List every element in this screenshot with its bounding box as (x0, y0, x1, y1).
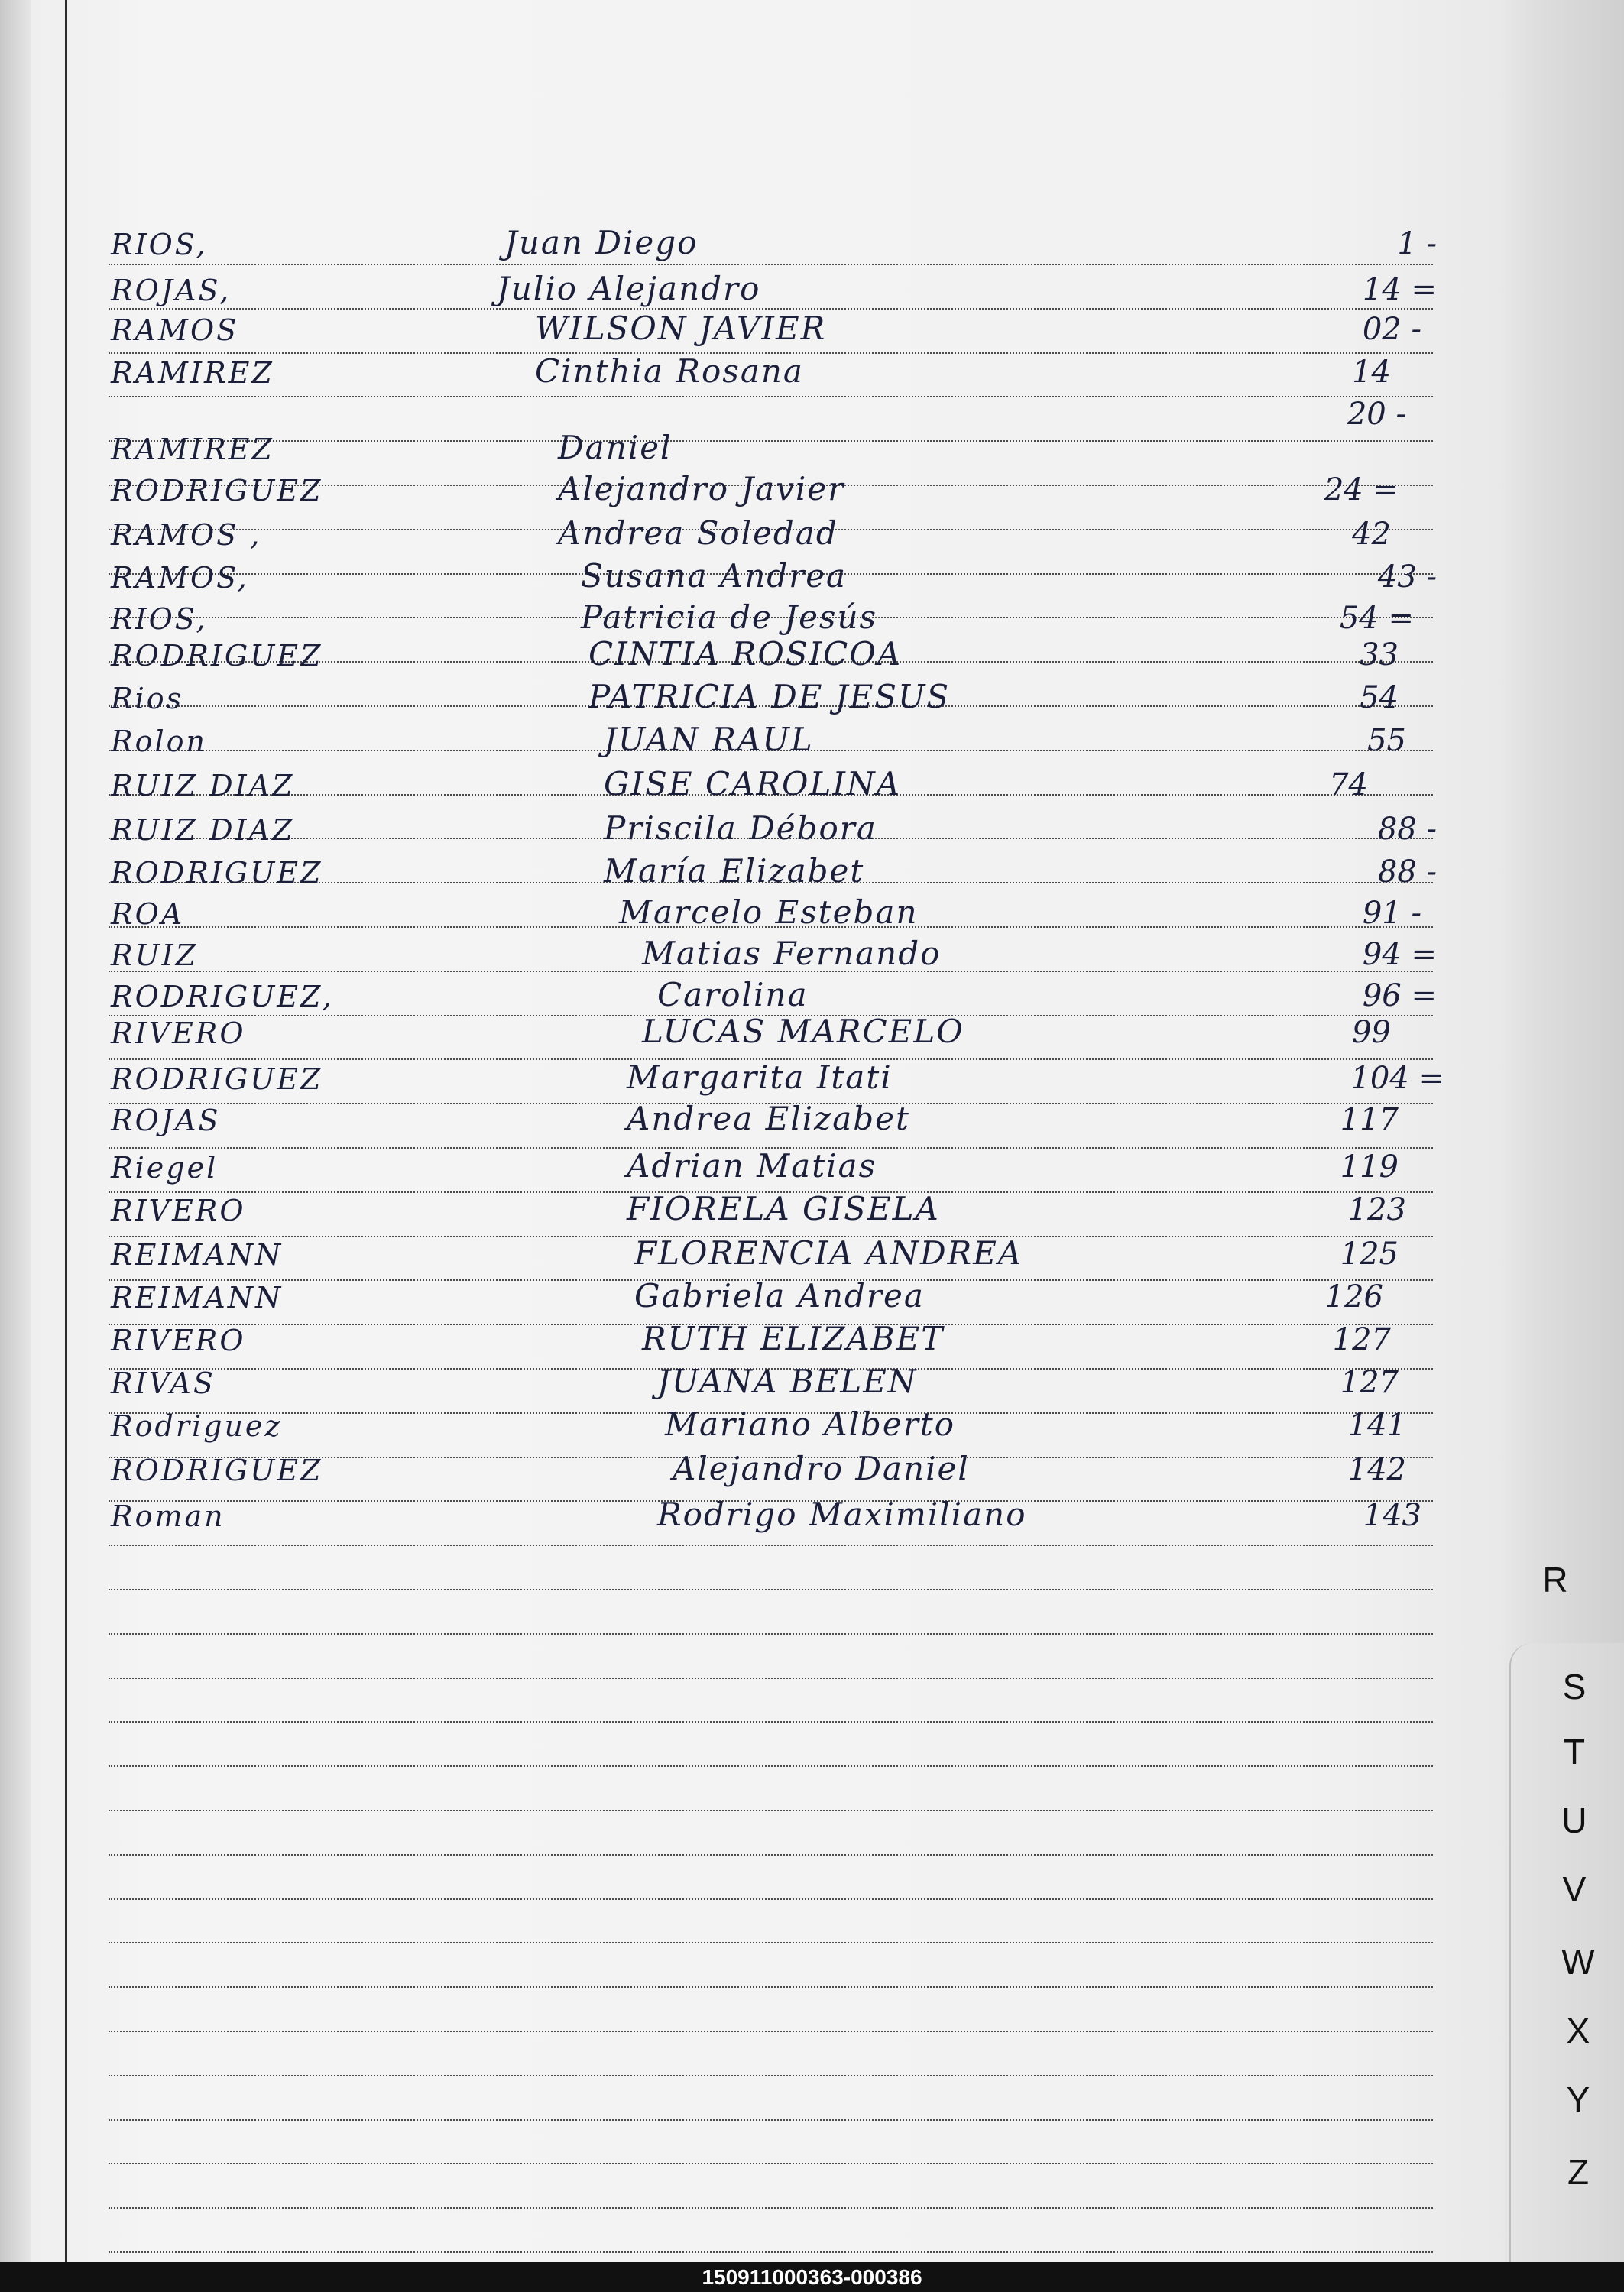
entry-number: 91 - (1362, 896, 1421, 931)
entry-surname: RAMIREZ (111, 356, 274, 390)
entry-surname: RIOS, (111, 602, 208, 636)
entry-number: 43 - (1377, 559, 1437, 595)
document-id-footer: 150911000363-000386 (0, 2262, 1624, 2292)
ledger-entry (0, 556, 1452, 595)
entry-given-name: Cinthia Rosana (535, 352, 804, 390)
entry-surname: RAMIREZ (111, 433, 274, 466)
entry-surname: RODRIGUEZ, (111, 980, 334, 1013)
entry-surname: Rodriguez (111, 1409, 283, 1443)
ledger-entry (0, 352, 1452, 390)
entry-surname: RAMOS (111, 313, 239, 347)
entry-surname: RIVERO (111, 1016, 246, 1050)
entry-number: 143 (1363, 1498, 1421, 1533)
ledger-entry (0, 851, 1452, 890)
ledger-entry (0, 469, 1452, 507)
entry-given-name: Rodrigo Maximiliano (657, 1496, 1027, 1533)
entry-surname: ROA (111, 897, 185, 931)
entry-number: 24 = (1324, 472, 1399, 507)
ledger-entry (0, 1276, 1452, 1315)
ledger-entry (0, 893, 1452, 931)
entry-surname: RODRIGUEZ (111, 856, 323, 890)
entry-given-name: Margarita Itati (627, 1058, 893, 1096)
ruled-line (109, 2031, 1433, 2032)
entry-given-name: FLORENCIA ANDREA (634, 1234, 1023, 1272)
index-letter-u[interactable]: U (1561, 1801, 1587, 1840)
ledger-entry (0, 1495, 1452, 1533)
ruled-line (109, 1986, 1433, 1988)
ruled-line (109, 1721, 1433, 1723)
entry-given-name: Adrian Matias (627, 1147, 877, 1185)
entry-surname: RODRIGUEZ (111, 1062, 323, 1096)
entry-number: 1 - (1397, 226, 1437, 261)
ledger-entry (0, 1058, 1452, 1096)
entry-given-name: Susana Andrea (581, 557, 848, 595)
ruled-line (109, 1678, 1433, 1679)
entry-number: 33 (1360, 637, 1399, 673)
entry-given-name: Mariano Alberto (665, 1405, 956, 1443)
entry-number: 88 - (1377, 854, 1437, 890)
index-letter-y[interactable]: Y (1566, 2080, 1590, 2119)
entry-surname: RIVERO (111, 1324, 246, 1357)
entry-given-name: María Elizabet (604, 852, 865, 890)
entry-given-name: JUANA BELEN (657, 1363, 918, 1400)
entry-given-name: Marcelo Esteban (619, 893, 919, 931)
ledger-entry (0, 720, 1452, 758)
index-letter-t[interactable]: T (1563, 1732, 1586, 1772)
ledger-entry (0, 1099, 1452, 1137)
index-letter-w[interactable]: W (1561, 1942, 1595, 1982)
ledger-entry (0, 1146, 1452, 1185)
entry-surname: RODRIGUEZ (111, 474, 323, 507)
entry-given-name: Alejandro Daniel (673, 1450, 970, 1487)
entry-number: 125 (1340, 1237, 1399, 1272)
entry-number: 55 (1367, 723, 1406, 758)
entry-given-name: Andrea Soledad (558, 514, 838, 552)
entry-surname: REIMANN (111, 1238, 284, 1272)
entry-number: 99 (1352, 1015, 1391, 1050)
ledger-entry (0, 1189, 1452, 1227)
ledger-entry (0, 269, 1452, 307)
ledger-entry (0, 309, 1452, 347)
ledger-entry (0, 1234, 1452, 1272)
entry-surname: Rios (111, 682, 184, 715)
ledger-entry (0, 764, 1452, 802)
ruled-line (109, 1942, 1433, 1943)
entry-surname: RUIZ (111, 939, 199, 972)
entry-given-name: Matias Fernando (642, 935, 942, 972)
entry-surname: RUIZ DIAZ (111, 769, 295, 802)
entry-given-name: Patricia de Jesús (581, 598, 878, 636)
entry-given-name: CINTIA ROSICOA (588, 635, 903, 673)
entry-number: 117 (1340, 1102, 1399, 1137)
index-letter-v[interactable]: V (1562, 1869, 1587, 1909)
ledger-entry (0, 809, 1452, 847)
ruled-line (109, 2119, 1433, 2121)
entry-number: 142 (1347, 1452, 1406, 1487)
ruled-line (109, 2251, 1433, 2253)
ruled-line (109, 2163, 1433, 2164)
entry-number: 14 = (1362, 272, 1437, 307)
entry-number: 02 - (1362, 312, 1421, 347)
entry-given-name: Andrea Elizabet (627, 1100, 910, 1137)
entry-number: 141 (1347, 1408, 1406, 1443)
index-letter-r[interactable]: R (1542, 1560, 1568, 1600)
index-letter-z[interactable]: Z (1567, 2152, 1590, 2192)
entry-surname: REIMANN (111, 1281, 284, 1315)
ruled-line (109, 2075, 1433, 2076)
entry-number: 127 (1340, 1365, 1399, 1400)
ledger-entry (0, 1405, 1452, 1443)
entry-given-name: PATRICIA DE JESUS (588, 678, 951, 715)
ledger-entry (0, 934, 1452, 972)
entry-number: 119 (1340, 1149, 1399, 1185)
ledger-entry (0, 634, 1452, 673)
entry-number: 96 = (1362, 978, 1437, 1013)
entry-given-name: WILSON JAVIER (535, 310, 827, 347)
entry-number: 54 (1360, 680, 1399, 715)
entry-surname: Rolon (111, 725, 207, 758)
entry-surname: ROJAS, (111, 274, 232, 307)
entry-number: 54 = (1339, 601, 1414, 636)
entry-surname: RIOS, (111, 228, 208, 261)
entry-number: 42 (1352, 517, 1391, 552)
ledger-entry (0, 514, 1452, 552)
ruled-line (109, 1898, 1433, 1900)
entry-number: 94 = (1362, 937, 1437, 972)
entry-surname: RIVAS (111, 1366, 216, 1400)
entry-surname: RODRIGUEZ (111, 639, 323, 673)
ledger-entry (0, 975, 1452, 1013)
ruled-line (109, 1545, 1433, 1546)
entry-number: 14 (1352, 355, 1391, 390)
entry-given-name: LUCAS MARCELO (642, 1013, 964, 1050)
entry-given-name: JUAN RAUL (604, 721, 814, 758)
ledger-entry (0, 1362, 1452, 1400)
ledger-entry (0, 598, 1452, 636)
ledger-entry (0, 394, 1452, 432)
entry-given-name: Julio Alejandro (497, 270, 761, 307)
ledger-entry (0, 428, 1452, 466)
ledger-entry (0, 223, 1452, 261)
entry-number: 123 (1347, 1192, 1406, 1227)
ruled-line (109, 1589, 1433, 1590)
entry-number: 127 (1332, 1322, 1391, 1357)
entry-given-name: Juan Diego (504, 224, 699, 261)
ledger-entry (0, 1449, 1452, 1487)
entry-surname: Riegel (111, 1151, 219, 1185)
entry-given-name: FIORELA GISELA (627, 1190, 940, 1227)
ruled-line (109, 1810, 1433, 1811)
ledger-entry (0, 1012, 1452, 1050)
entry-given-name: GISE CAROLINA (604, 765, 902, 802)
ruled-line (109, 1765, 1433, 1767)
entry-given-name: Priscila Débora (604, 809, 877, 847)
ruled-line (109, 1854, 1433, 1856)
entry-given-name: Carolina (657, 976, 809, 1013)
ruled-line (109, 264, 1433, 265)
ruled-line (109, 1633, 1433, 1635)
entry-number: 20 - (1347, 397, 1406, 432)
alphabet-index (1536, 1559, 1613, 2262)
entry-surname: RUIZ DIAZ (111, 813, 295, 847)
ledger-entry (0, 1319, 1452, 1357)
index-letter-s[interactable]: S (1562, 1667, 1587, 1707)
entry-number: 104 = (1350, 1061, 1444, 1096)
entry-number: 74 (1329, 767, 1368, 802)
entry-surname: RAMOS, (111, 561, 249, 595)
entry-given-name: Alejandro Javier (558, 470, 845, 507)
entry-surname: ROJAS (111, 1104, 221, 1137)
ledger-entry (0, 677, 1452, 715)
index-letter-x[interactable]: X (1566, 2011, 1590, 2050)
entry-given-name: Gabriela Andrea (634, 1277, 925, 1315)
entry-number: 126 (1324, 1279, 1383, 1315)
entry-surname: Roman (111, 1499, 225, 1533)
entry-surname: RAMOS , (111, 518, 262, 552)
entry-given-name: RUTH ELIZABET (642, 1320, 945, 1357)
entry-surname: RODRIGUEZ (111, 1454, 323, 1487)
entry-surname: RIVERO (111, 1194, 246, 1227)
entry-number: 88 - (1377, 812, 1437, 847)
ruled-line (109, 2207, 1433, 2209)
entry-given-name: Daniel (558, 429, 673, 466)
